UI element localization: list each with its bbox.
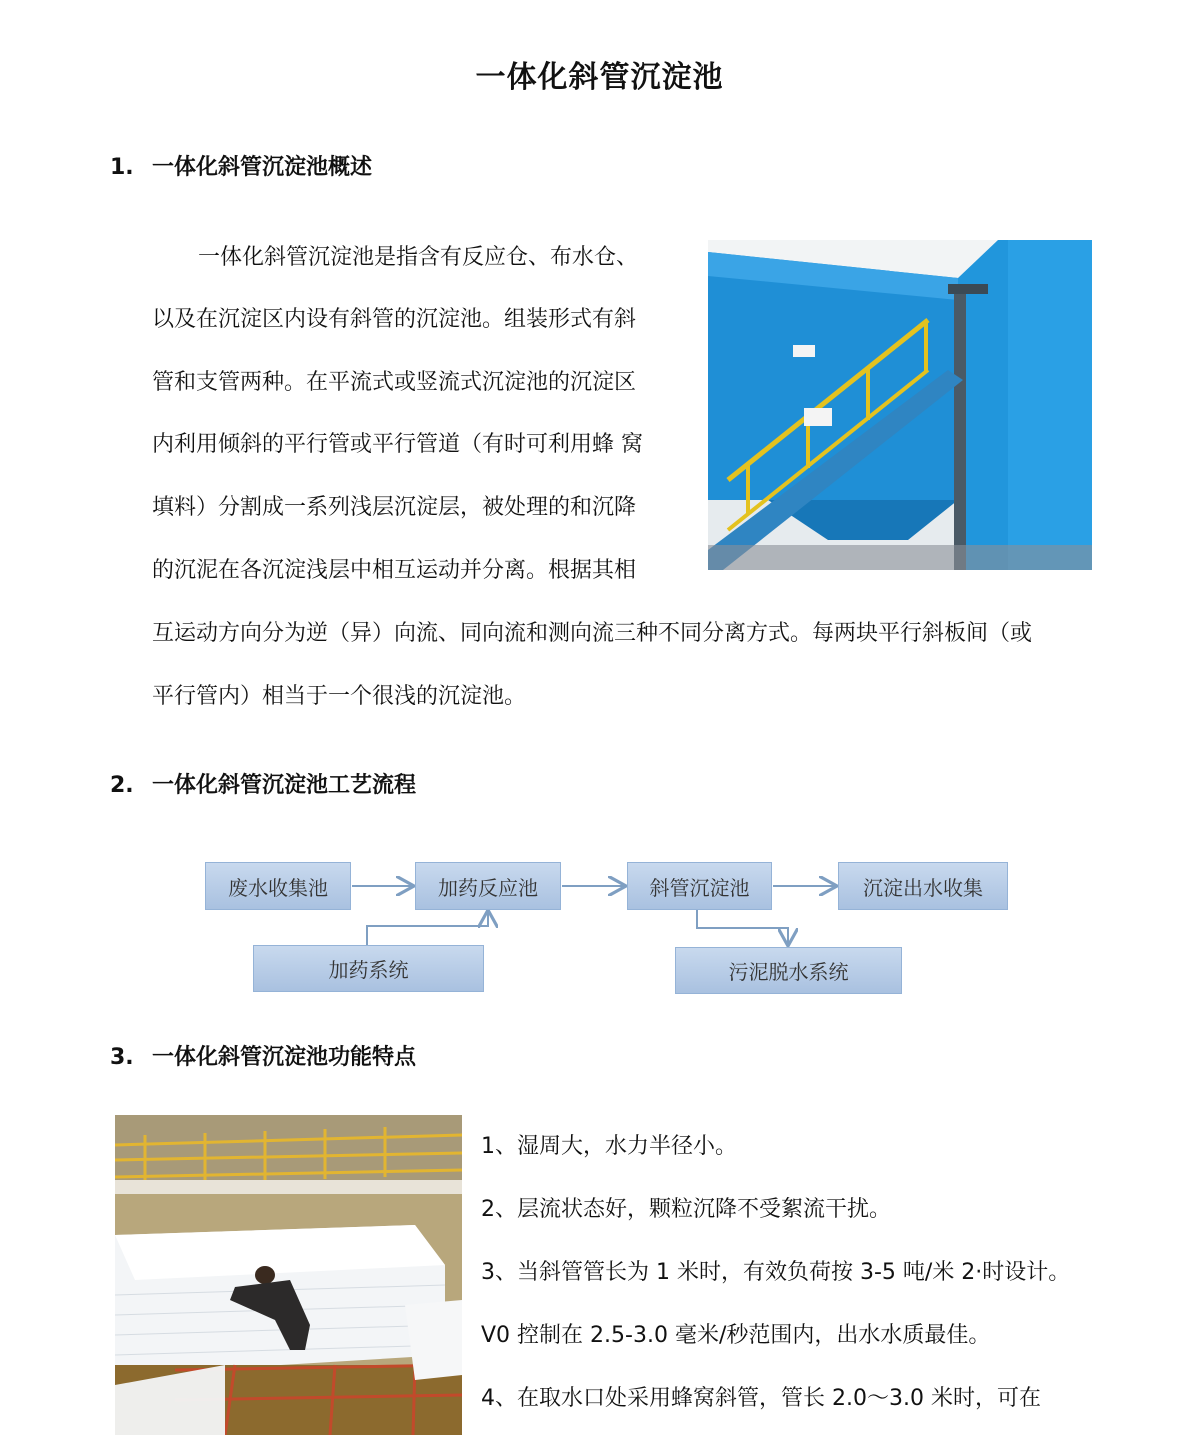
section-2-title: 一体化斜管沉淀池工艺流程 bbox=[152, 773, 417, 798]
flow-arrow bbox=[697, 910, 788, 944]
flow-box-sludge-dewatering: 污泥脱水系统 bbox=[675, 947, 902, 994]
paragraph-line: 的沉泥在各沉淀浅层中相互运动并分离。根据其相 bbox=[152, 558, 637, 583]
flow-box-wastewater-pool: 废水收集池 bbox=[205, 862, 351, 910]
paragraph-line: 互运动方向分为逆（异）向流、同向流和测向流三种不同分离方式。每两块平行斜板间（或 bbox=[152, 621, 1033, 646]
flow-box-dosing-system: 加药系统 bbox=[253, 945, 484, 992]
paragraph-line: 以及在沉淀区内设有斜管的沉淀池。组装形式有斜 bbox=[152, 307, 637, 332]
section-1-title: 一体化斜管沉淀池概述 bbox=[152, 155, 373, 180]
paragraph-line: 平行管内）相当于一个很浅的沉淀池。 bbox=[152, 684, 527, 709]
paragraph-line: 填料）分割成一系列浅层沉淀层，被处理的和沉降 bbox=[152, 495, 637, 520]
section-2-heading bbox=[110, 768, 416, 799]
paragraph-line: 一体化斜管沉淀池是指含有反应仓、布水仓、 bbox=[198, 245, 639, 270]
paragraph-line: 管和支管两种。在平流式或竖流式沉淀池的沉淀区 bbox=[152, 370, 637, 395]
feature-item: 4、在取水口处采用蜂窝斜管，管长 2.0～3.0 米时，可在 bbox=[481, 1386, 1041, 1411]
flow-box-effluent: 沉淀出水收集 bbox=[838, 862, 1008, 910]
section-3-heading bbox=[110, 1040, 416, 1071]
feature-item: 1、湿周大，水力半径小。 bbox=[481, 1134, 737, 1159]
flow-box-dosing-reaction: 加药反应池 bbox=[415, 862, 561, 910]
feature-item: 3、当斜管管长为 1 米时，有效负荷按 3-5 吨/米 2·时设计。 bbox=[481, 1260, 1071, 1285]
feature-item: V0 控制在 2.5-3.0 毫米/秒范围内，出水水质最佳。 bbox=[481, 1323, 991, 1348]
section-1-number: 1. bbox=[110, 155, 134, 180]
section-2-number: 2. bbox=[110, 773, 134, 798]
paragraph-line: 内利用倾斜的平行管或平行管道（有时可利用蜂 窝 bbox=[152, 432, 643, 457]
inclined-tube-install-photo bbox=[115, 1115, 462, 1435]
section-3-title: 一体化斜管沉淀池功能特点 bbox=[152, 1045, 417, 1070]
page-title: 一体化斜管沉淀池 bbox=[475, 60, 724, 95]
flow-arrow bbox=[367, 912, 488, 945]
flow-box-inclined-tube: 斜管沉淀池 bbox=[627, 862, 772, 910]
section-3-number: 3. bbox=[110, 1045, 134, 1070]
feature-item: 2、层流状态好，颗粒沉降不受絮流干扰。 bbox=[481, 1197, 891, 1222]
section-1-heading bbox=[110, 150, 372, 181]
sedimentation-tank-photo bbox=[708, 240, 1092, 570]
